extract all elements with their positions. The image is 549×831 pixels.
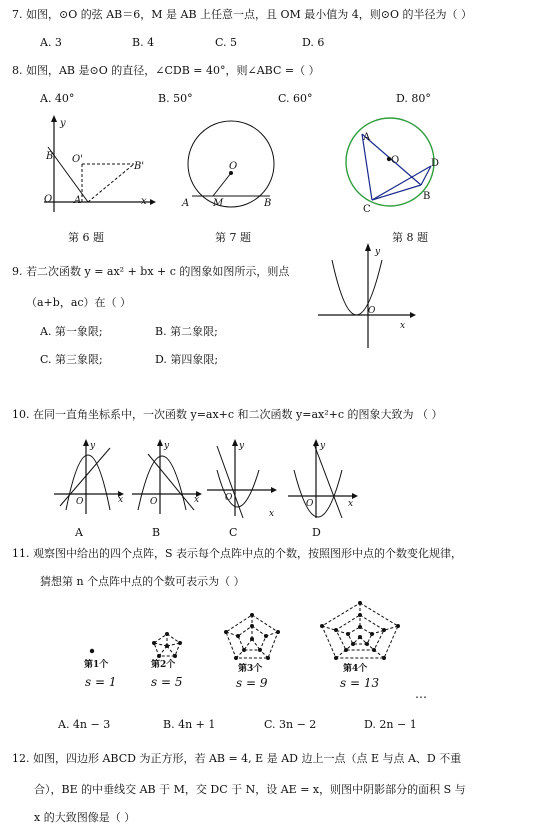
- svg-text:O: O: [150, 497, 158, 507]
- figure-8: [345, 118, 445, 218]
- q7-option-d: D. 6: [302, 36, 325, 49]
- q10-graph-c: [205, 434, 287, 520]
- q9-label-y: y: [375, 247, 381, 257]
- q8-option-d: D. 80°: [396, 92, 431, 105]
- q8-option-c: C. 60°: [278, 92, 313, 105]
- q12-line-2: 合），BE 的中垂线交 AB 于 M，交 DC 于 N，设 AE = x，则图中阴影部分的面积 S 与: [34, 783, 466, 796]
- svg-text:x: x: [269, 509, 275, 519]
- q9-label-o: O: [368, 306, 376, 316]
- q11-pattern-3: [222, 612, 282, 662]
- figure-7: [180, 120, 290, 220]
- q10-option-b: B: [152, 526, 161, 539]
- q11-pattern-4: [320, 600, 402, 662]
- fig7-label-b: B: [264, 198, 272, 209]
- q7-option-b: B. 4: [132, 36, 155, 49]
- q7-option-a: A. 3: [40, 36, 62, 49]
- figure-7-caption: 第 7 题: [215, 231, 251, 244]
- fig7-label-o: O: [229, 161, 238, 172]
- q10-graph-a: [52, 434, 132, 516]
- q10-graph-b: [130, 434, 212, 516]
- q11-pattern-2: [150, 630, 184, 660]
- q9-option-b: B. 第二象限;: [155, 325, 218, 338]
- q12-line-3: x 的大致图像是（ ）: [34, 811, 136, 824]
- fig6-label-b-prime: B': [134, 161, 145, 172]
- q11-pattern-1-formula: s = 1: [85, 675, 117, 689]
- figure-8-caption: 第 8 题: [392, 231, 428, 244]
- q8-stem: 8. 如图，AB 是⊙O 的直径，∠CDB = 40°，则∠ABC =（ ）: [12, 64, 320, 77]
- svg-text:x: x: [348, 499, 354, 509]
- fig7-segment-om: [213, 173, 231, 196]
- fig8-label-o: O: [391, 155, 400, 166]
- fig6-label-b: B: [46, 151, 54, 162]
- svg-text:y: y: [320, 441, 326, 451]
- q11-pattern-3-label: 第3个: [238, 664, 263, 674]
- q11-pattern-2-label: 第2个: [151, 660, 176, 670]
- q11-pattern-1: [86, 645, 98, 657]
- q11-pattern-3-formula: s = 9: [236, 676, 268, 690]
- q11-option-d: D. 2n − 1: [364, 718, 417, 731]
- svg-text:x: x: [118, 495, 124, 505]
- q10-option-c: C: [229, 526, 238, 539]
- q10-option-a: A: [75, 526, 83, 539]
- fig7-label-m: M: [213, 198, 224, 209]
- q9-option-a: A. 第一象限;: [40, 325, 103, 338]
- q10-option-d: D: [312, 526, 321, 539]
- svg-text:O: O: [76, 497, 84, 507]
- q11-option-b: B. 4n + 1: [163, 718, 216, 731]
- svg-text:x: x: [194, 495, 200, 505]
- svg-text:O: O: [306, 499, 314, 509]
- fig6-label-x: x: [141, 196, 147, 207]
- fig6-label-a: A: [74, 195, 82, 206]
- q9-parabola-figure: [318, 240, 418, 352]
- q7-option-c: C. 5: [215, 36, 238, 49]
- q8-option-a: A. 40°: [40, 92, 75, 105]
- fig8-circle: [346, 118, 434, 206]
- svg-text:y: y: [90, 441, 96, 451]
- q11-pattern-4-formula: s = 13: [340, 676, 380, 690]
- fig6-label-y: y: [60, 118, 66, 129]
- figure-6-caption: 第 6 题: [68, 231, 104, 244]
- figure-6: [30, 112, 160, 222]
- q9-option-d: D. 第四象限;: [155, 353, 219, 366]
- svg-text:y: y: [164, 441, 170, 451]
- svg-text:y: y: [239, 441, 245, 451]
- q11-pattern-4-label: 第4个: [343, 664, 368, 674]
- fig8-label-c: C: [363, 204, 371, 215]
- q11-pattern-2-formula: s = 5: [151, 675, 183, 689]
- q9-stem-point: （a+b，ac）在（ ）: [26, 296, 132, 309]
- q11-stem: 11. 观察图中给出的四个点阵，S 表示每个点阵中点的个数，按照图形中点的个数变化规律，: [12, 547, 463, 560]
- fig6-label-o-prime: O': [72, 154, 83, 165]
- q11-pattern-1-label: 第1个: [84, 660, 109, 670]
- q9-label-x: x: [400, 321, 406, 331]
- q11-ellipsis: …: [415, 687, 427, 701]
- fig7-label-a: A: [182, 198, 190, 209]
- q12-line-1: 12. 如图，四边形 ABCD 为正方形，若 AB = 4, E 是 AD 边上一点（点 E 与点 A、D 不重: [12, 752, 462, 765]
- fig6-label-o: O: [44, 194, 53, 205]
- q10-stem: 10. 在同一直角坐标系中，一次函数 y=ax+c 和二次函数 y=ax²+c 的图象大致为 （ ）: [12, 408, 443, 421]
- q10-graph-d: [286, 434, 368, 520]
- q8-option-b: B. 50°: [158, 92, 193, 105]
- fig8-label-b: B: [423, 191, 431, 202]
- q11-option-a: A. 4n − 3: [58, 718, 111, 731]
- q11-stem-2: 猜想第 n 个点阵中点的个数可表示为（ ）: [40, 575, 245, 588]
- q9-stem: 9. 若二次函数 y = ax² + bx + c 的图象如图所示，则点: [12, 265, 290, 278]
- q7-stem: 7. 如图，⊙O 的弦 AB＝6，M 是 AB 上任意一点，且 OM 最小值为 4，则⊙O 的半径为（ ）: [12, 8, 473, 21]
- q9-option-c: C. 第三象限;: [40, 353, 103, 366]
- fig6-dashed-a-b: [88, 164, 134, 202]
- svg-text:O: O: [225, 493, 233, 503]
- fig8-label-d: D: [431, 158, 440, 169]
- q11-option-c: C. 3n − 2: [264, 718, 317, 731]
- fig8-label-a: A: [363, 132, 371, 143]
